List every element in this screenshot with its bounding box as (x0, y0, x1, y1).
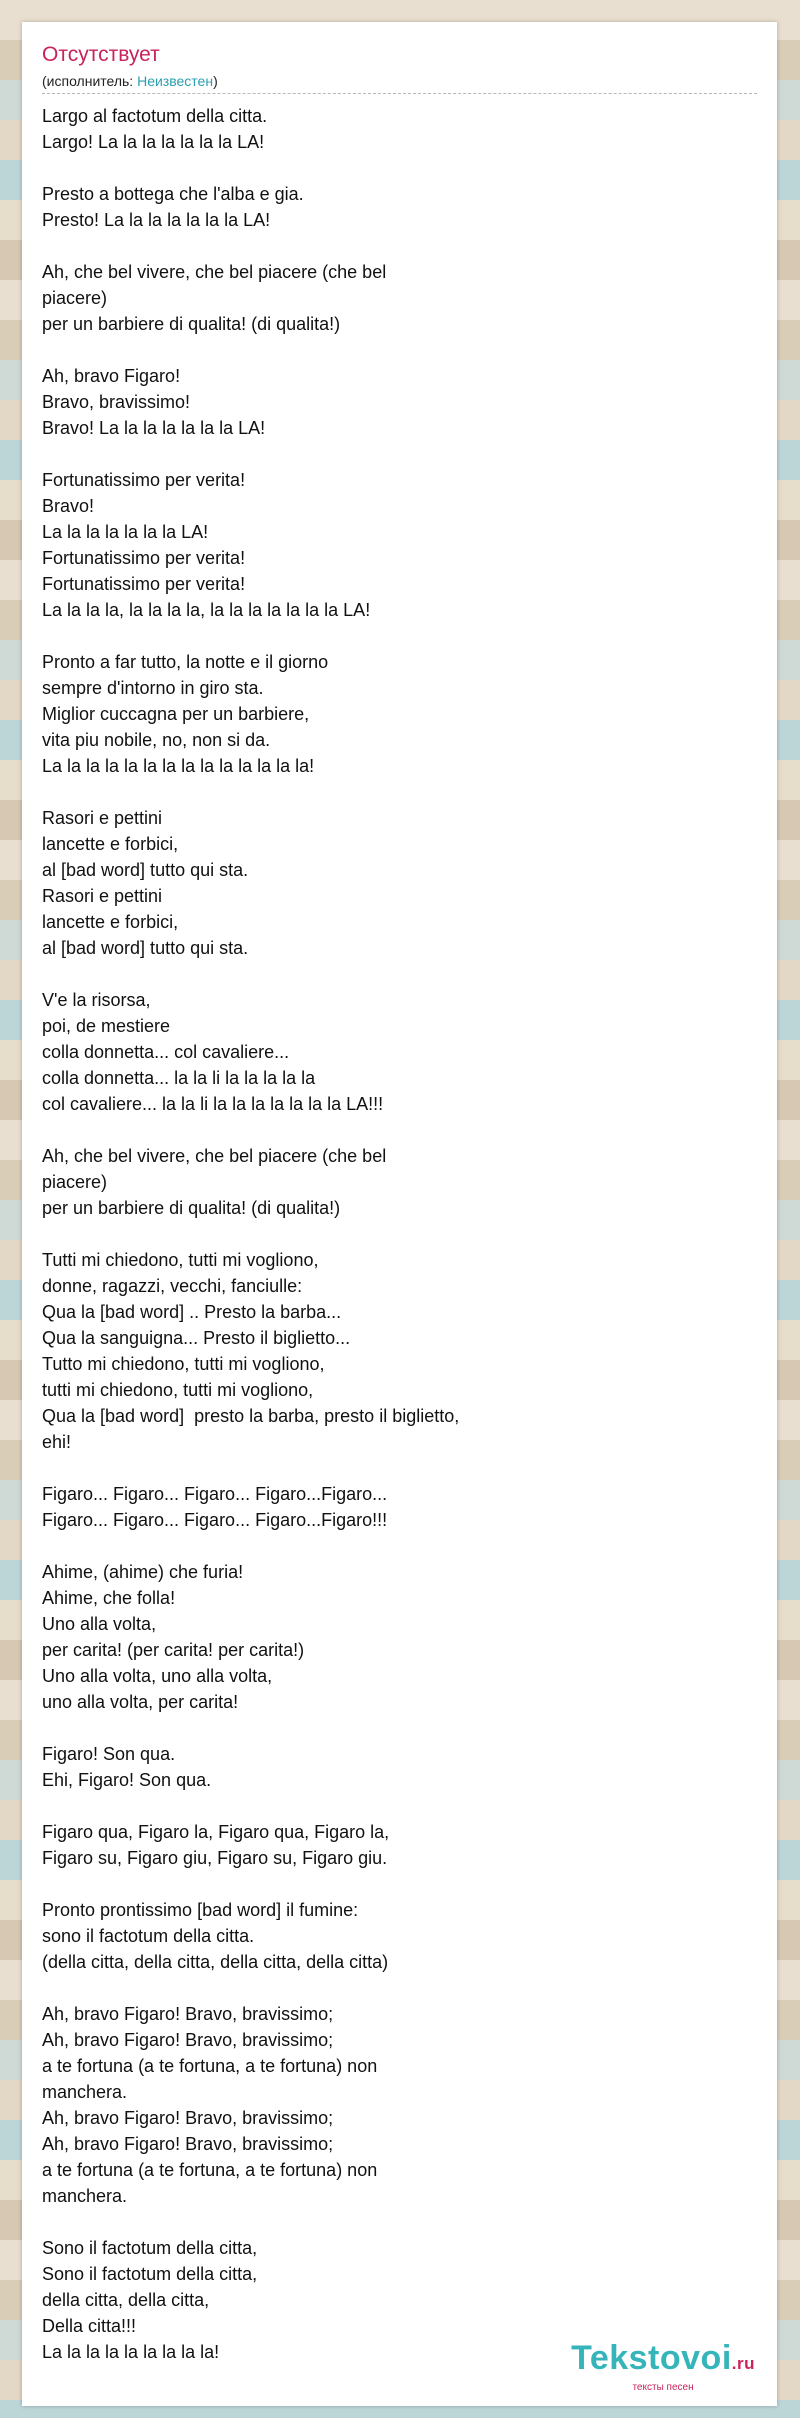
site-logo[interactable] (571, 2341, 755, 2394)
artist-link[interactable]: Неизвестен (137, 73, 214, 89)
song-title: Отсутствует (42, 43, 160, 66)
artist-suffix: ) (213, 73, 218, 89)
logo-wordmark (571, 2341, 755, 2381)
artist-prefix: (исполнитель: (42, 73, 138, 89)
logo-tagline: тексты песен (632, 2382, 694, 2393)
logo-name: Tekstovoi (571, 2339, 732, 2377)
lyrics-text: Largo al factotum della citta. Largo! La la la la la la la LA! Presto a bottega che l'alba e gia. Presto! La la la la la la la LA! Ah, che bel vivere, che bel piacere (che bel piacere) per un barbiere di qualita! (di qualita!) Ah, bravo Figaro! Bravo, bravissimo! Bravo! La la la la la la la LA! Fortunatissimo per verita! Bravo! La la la la la la la LA! Fortunatissimo per verita! Fortunatissimo per verita! La la la la, la la la la, la la la la la la la LA! Pronto a far tutto, la notte e il giorno sempre d'intorno in giro sta. Miglior cuccagna per un barbiere, vita piu nobile, no, non si da. La la la la la la la la la la la la la la! Rasori e pettini lancette e forbici, al [bad word] tutto qui sta. Rasori e pettini lancette e forbici, al [bad word] tutto qui sta. V'e la risorsa, poi, de mestiere colla donnetta... col cavaliere... colla donnetta... la la li la la la la la col cavaliere... la la li la la la la la la la LA!!! Ah, che bel vivere, che bel piacere (che bel piacere) per un barbiere di qualita! (di qualita!) Tutti mi chiedono, tutti mi vogliono, donne, ragazzi, vecchi, fanciulle: Qua la [bad word] .. Presto la barba... Qua la sanguigna... Presto il biglietto... Tutto mi chiedono, tutti mi vogliono, tutti mi chiedono, tutti mi vogliono, Qua la [bad word] presto la barba, presto il biglietto, ehi! Figaro... Figaro... Figaro... Figaro...Figaro... Figaro... Figaro... Figaro... Figaro...Figaro!!! Ahime, (ahime) che furia! Ahime, che folla! Uno alla volta, per carita! (per carita! per carita!) Uno alla volta, uno alla volta, uno alla volta, per carita! Figaro! Son qua. Ehi, Figaro! Son qua. Figaro qua, Figaro la, Figaro qua, Figaro la, Figaro su, Figaro giu, Figaro su, Figaro giu. Pronto prontissimo [bad word] il fumine: sono il factotum della citta. (della citta, della citta, della citta, della citta) Ah, bravo Figaro! Bravo, bravissimo; Ah, bravo Figaro! Bravo, bravissimo; a te fortuna (a te fortuna, a te fortuna) non manchera. Ah, bravo Figaro! Bravo, bravissimo; Ah, bravo Figaro! Bravo, bravissimo; a te fortuna (a te fortuna, a te fortuna) non manchera. Sono il factotum della citta, Sono il factotum della citta, della citta, della citta, Della citta!!! La la la la la la la la la! (42, 106, 460, 2362)
artist-line (42, 72, 218, 90)
lyrics-card (22, 22, 777, 2406)
dashed-divider (42, 93, 757, 94)
logo-tld: .ru (731, 2354, 755, 2373)
